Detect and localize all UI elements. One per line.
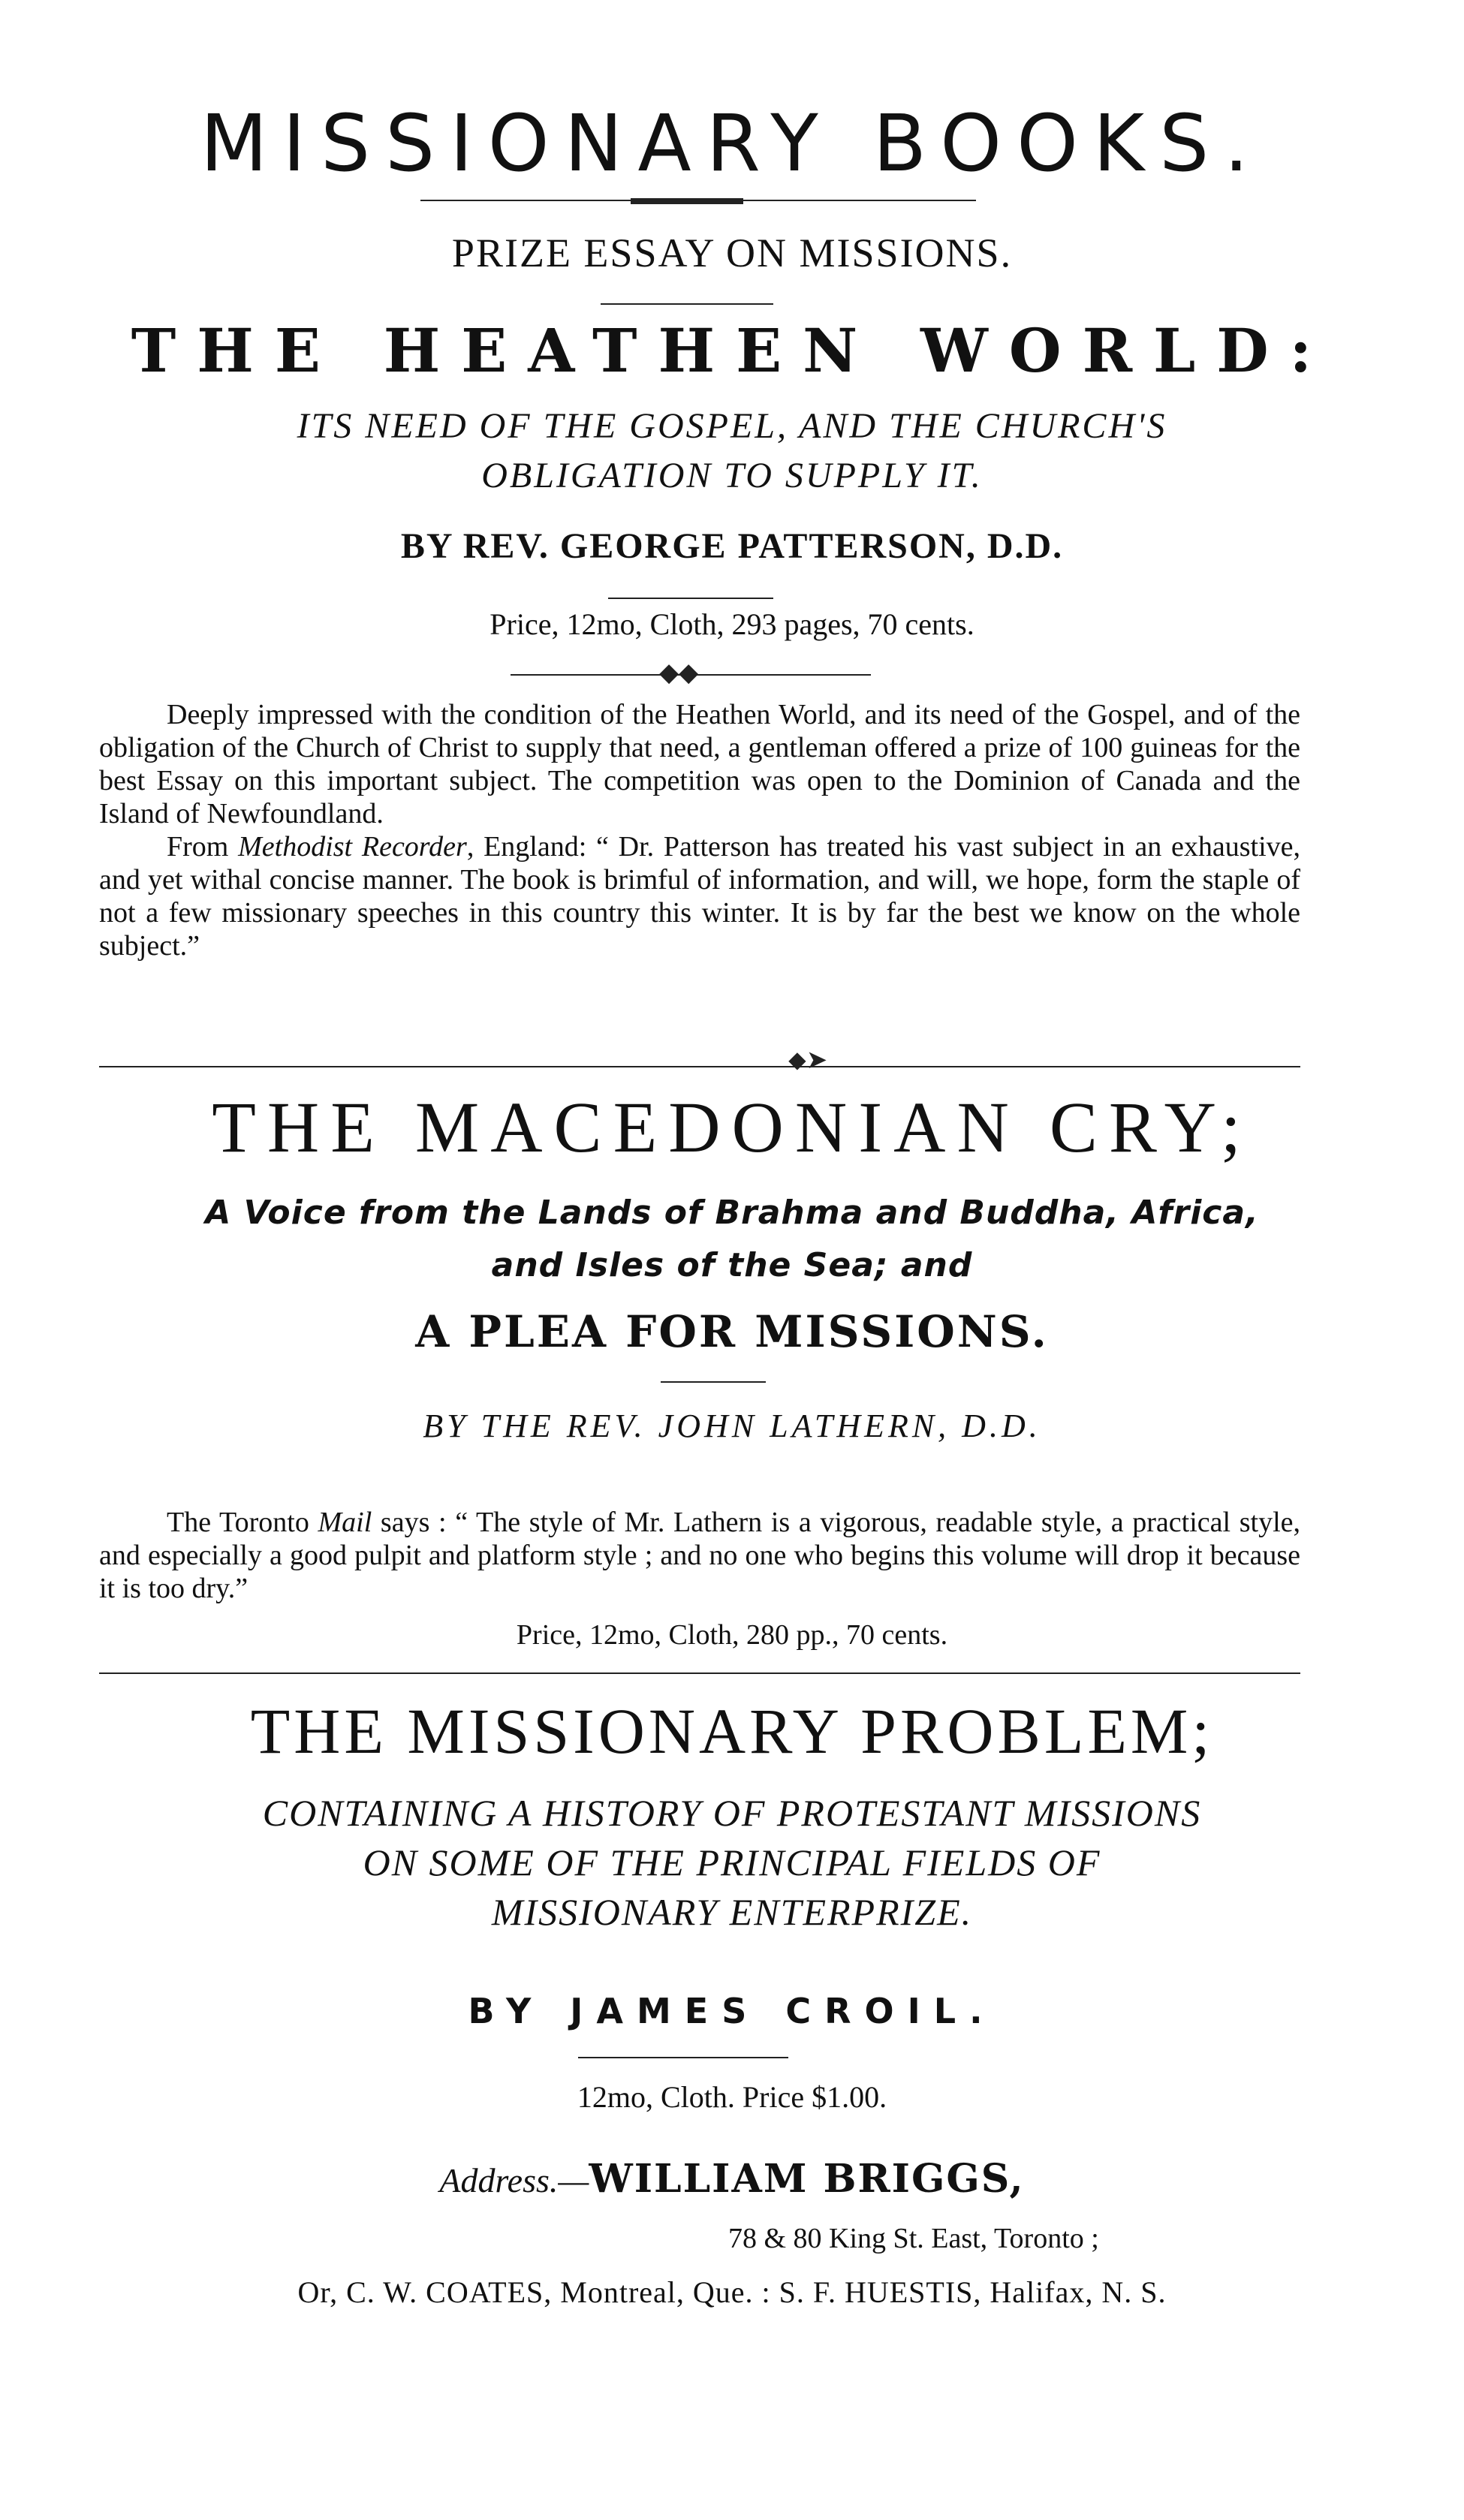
book-author: BY THE REV. JOHN LATHERN, D.D. [423, 1408, 1041, 1444]
divider [601, 303, 773, 305]
publisher-address [0, 2156, 1464, 2202]
book-subtitle: ITS NEED OF THE GOSPEL, AND THE CHURCH'S [297, 406, 1167, 446]
divider-bar [631, 198, 743, 204]
review-text: From Methodist Recorder, England: “ Dr. Patterson has treated his vast subject in an exhaustive, and yet withal concise manner. The book is brimful of information, and will, we hope, form the staple of not a few missionary speeches in this country this winter. It is by far the best we know on the whole subject.” [99, 831, 1301, 962]
divider [578, 2057, 788, 2058]
page-title: MISSIONARY BOOKS. [200, 98, 1264, 189]
book-subtitle: A Voice from the Lands of Brahma and Buddha, Africa, [205, 1194, 1259, 1232]
book-price: 12mo, Cloth. Price $1.00. [577, 2080, 887, 2114]
book-author: BY JAMES CROIL. [468, 1991, 996, 2031]
alternate-publishers: Or, C. W. COATES, Montreal, Que. : S. F. HUESTIS, Halifax, N. S. [297, 2275, 1167, 2309]
book-review [99, 1506, 1300, 1605]
address-label: Address.— [439, 2161, 589, 2199]
book-description [99, 698, 1300, 962]
book-subtitle: CONTAINING A HISTORY OF PROTESTANT MISSIONS [262, 1792, 1202, 1834]
book-price: Price, 12mo, Cloth, 280 pp., 70 cents. [516, 1619, 948, 1651]
book-author: BY REV. GEORGE PATTERSON, D.D. [400, 526, 1064, 566]
prize-essay-label: PRIZE ESSAY ON MISSIONS. [451, 230, 1013, 275]
book-title-macedonian-cry: THE MACEDONIAN CRY; [212, 1087, 1252, 1167]
review-source: Methodist Recorder [238, 831, 467, 863]
description-text: Deeply impressed with the condition of the Heathen World, and its need of the Gospel, and of the obligation of the Church of Christ to supply that need, a gentleman offered a prize of 100 guineas for the best Essay on this important subject. The competition was open to the Dominion of Canada and the Island of Newfoundland. [99, 699, 1300, 829]
divider [99, 1672, 1300, 1674]
book-subtitle: ON SOME OF THE PRINCIPAL FIELDS OF [363, 1841, 1101, 1883]
ornament-icon: ◆◆ [659, 658, 699, 688]
book-title-missionary-problem: THE MISSIONARY PROBLEM; [250, 1695, 1214, 1767]
review-text: The Toronto Mail says : “ The style of Mr. Lathern is a vigorous, readable style, a practical style, and especially a good pulpit and platform style ; and no one who begins this volume will drop it because it is too dry.” [99, 1507, 1300, 1604]
book-subtitle: and Isles of the Sea; and [491, 1246, 973, 1284]
publisher-name: WILLIAM BRIGGS, [589, 2156, 1025, 2202]
plea-title: A PLEA FOR MISSIONS. [415, 1306, 1049, 1357]
book-title-heathen-world: THE HEATHEN WORLD: [131, 315, 1333, 386]
ornament-icon: ⬥➤ [788, 1045, 828, 1075]
publisher-street: 78 & 80 King St. East, Toronto ; [728, 2223, 1099, 2254]
book-subtitle: OBLIGATION TO SUPPLY IT. [481, 456, 983, 495]
review-source: Mail [318, 1507, 372, 1538]
book-subtitle: MISSIONARY ENTERPRIZE. [491, 1891, 973, 1933]
divider [99, 1066, 1300, 1067]
book-price: Price, 12mo, Cloth, 293 pages, 70 cents. [490, 607, 974, 641]
divider [661, 1381, 766, 1383]
divider [608, 598, 773, 599]
